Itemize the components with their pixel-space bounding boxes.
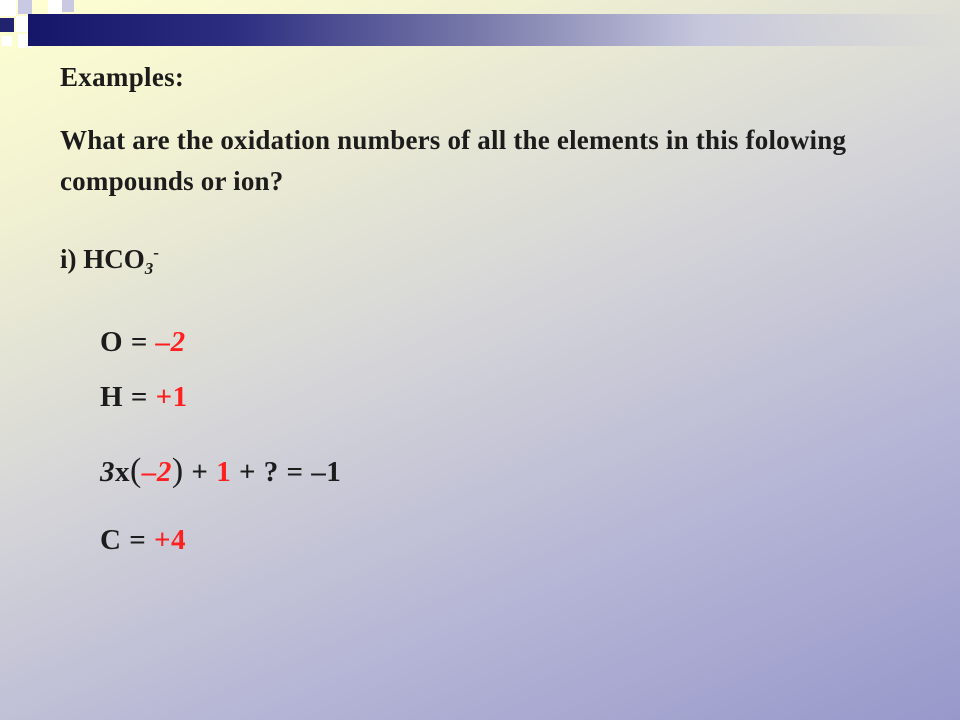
carbon-line [100,524,186,557]
eq-equals: = [278,456,312,488]
item-superscript: - [153,243,159,262]
oxygen-symbol: O [100,326,124,358]
oxygen-line [100,326,186,359]
eq-unknown: ? [263,456,279,488]
eq-result: –1 [311,456,342,488]
slide-heading: Examples: [60,62,185,92]
title-bar-gradient [28,14,960,46]
hydrogen-eq: = [123,381,156,413]
eq-oxygen-value: –2 [141,456,172,488]
carbon-value: +4 [153,524,187,556]
item-subscript: 3 [144,259,154,278]
eq-times: x [115,456,130,488]
eq-plus-2: + [231,456,264,488]
eq-hydrogen-value: 1 [216,456,232,488]
eq-plus-1: + [183,456,217,488]
hydrogen-line [100,381,188,414]
eq-open-paren: ( [130,452,142,489]
oxygen-value: –2 [155,326,186,358]
item-formula [60,243,159,279]
hydrogen-symbol: H [100,381,124,413]
hydrogen-value: +1 [155,381,188,413]
question-text: What are the oxidation numbers of all the elements in this folowing compounds or ion? [60,125,847,196]
carbon-eq: = [121,524,154,556]
item-prefix: i) HCO [60,244,145,274]
eq-close-paren: ) [171,452,184,489]
oxygen-eq: = [123,326,156,358]
eq-coefficient: 3 [100,456,115,488]
carbon-symbol: C [100,524,122,556]
sum-equation [100,452,341,490]
